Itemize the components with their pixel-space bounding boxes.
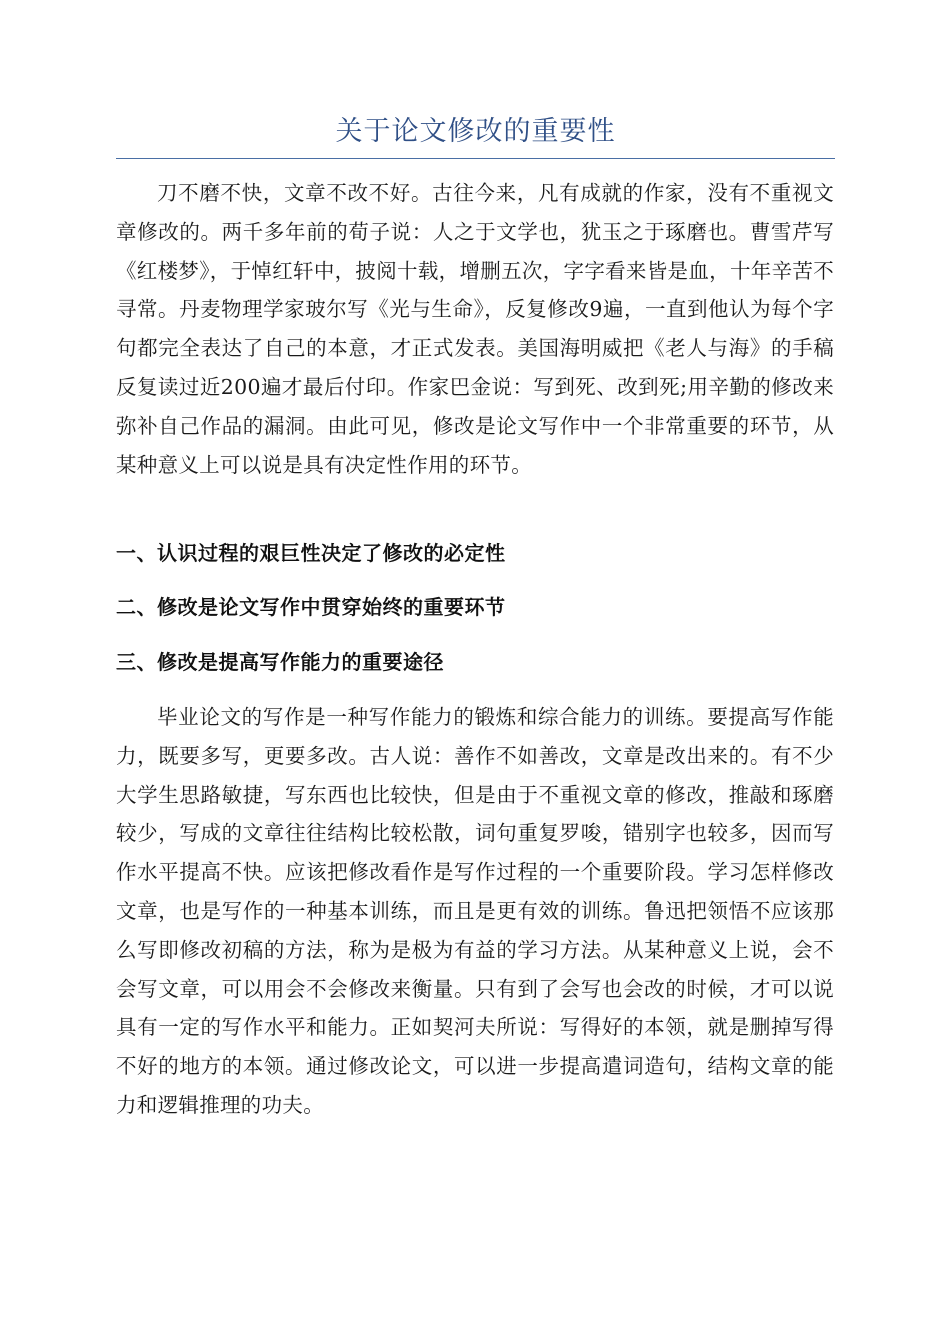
section-heading-3: 三、修改是提高写作能力的重要途径: [116, 650, 444, 674]
page-title: 关于论文修改的重要性: [335, 116, 616, 147]
title-block: [116, 112, 835, 159]
intro-paragraph: 刀不磨不快，文章不改不好。古往今来，凡有成就的作家，没有不重视文章修改的。两千多年前的荀子说：人之于文学也，犹玉之于琢磨也。曹雪芹写《红楼梦》，于悼红轩中，披阅十载，增删五次，字字看来皆是血，十年辛苦不寻常。丹麦物理学家玻尔写《光与生命》，反复修改9遍，一直到他认为每个字句都完全表达了自己的本意，才正式发表。美国海明威把《老人与海》的手稿反复读过近200遍才最后付印。作家巴金说：写到死、改到死;用辛勤的修改来弥补自己作品的漏洞。由此可见，修改是论文写作中一个非常重要的环节，从某种意义上可以说是具有决定性作用的环节。: [116, 181, 834, 477]
body-paragraph: 毕业论文的写作是一种写作能力的锻炼和综合能力的训练。要提高写作能力，既要多写，更要多改。古人说：善作不如善改，文章是改出来的。有不少大学生思路敏捷，写东西也比较快，但是由于不重视文章的修改，推敲和琢磨较少，写成的文章往往结构比较松散，词句重复罗唆，错别字也较多，因而写作水平提高不快。应该把修改看作是写作过程的一个重要阶段。学习怎样修改文章，也是写作的一种基本训练，而且是更有效的训练。鲁迅把领悟不应该那么写即修改初稿的方法，称为是极为有益的学习方法。从某种意义上说，会不会写文章，可以用会不会修改来衡量。只有到了会写也会改的时候，才可以说具有一定的写作水平和能力。正如契河夫所说：写得好的本领，就是删掉写得不好的地方的本领。通过修改论文，可以进一步提高遣词造句，结构文章的能力和逻辑推理的功夫。: [116, 705, 834, 1117]
section-heading-1: 一、认识过程的艰巨性决定了修改的必定性: [116, 541, 506, 565]
section-heading-2: 二、修改是论文写作中贯穿始终的重要环节: [116, 595, 506, 619]
